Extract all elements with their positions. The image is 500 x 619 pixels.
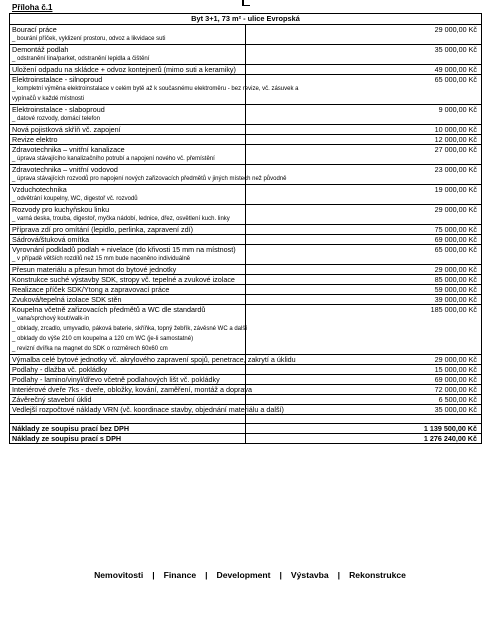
item-label: Zdravotechnika – vnitřní kanalizace (12, 145, 125, 154)
amount-cell: 29 000,00 Kč (246, 25, 482, 45)
footer-item: Rekonstrukce (349, 570, 406, 580)
footer-item: Development (216, 570, 271, 580)
item-cell (10, 375, 246, 385)
amount-cell: 65 000,00 Kč (246, 75, 482, 105)
item-cell (10, 105, 246, 125)
amount-cell: 65 000,00 Kč (246, 245, 482, 265)
amount-cell: 23 000,00 Kč (246, 165, 482, 185)
amount-cell: 10 000,00 Kč (246, 125, 482, 135)
amount-cell: 12 000,00 Kč (246, 135, 482, 145)
item-label: Přesun materiálu a přesun hmot do bytové jednotky (12, 265, 177, 274)
table-row (10, 225, 482, 235)
footer-nav (0, 570, 500, 580)
amount-cell: 6 500,00 Kč (246, 395, 482, 405)
item-label: Vzduchotechnika (12, 185, 67, 194)
table-title: Byt 3+1, 73 m² - ulice Evropská (10, 14, 482, 25)
item-detail: _ bourání příček, vyklizení prostoru, odvoz a likvidace suti (12, 36, 166, 42)
table-row (10, 405, 482, 415)
item-cell (10, 305, 246, 355)
item-cell (10, 265, 246, 275)
item-label: Příprava zdí pro omítání (lepidlo, perlinka, zapravení zdí) (12, 225, 193, 234)
total-amount: 1 139 500,00 Kč (246, 424, 482, 434)
amount-cell: 59 000,00 Kč (246, 285, 482, 295)
item-detail: _ úprava stávajícího kanalizačního potrubí a napojení nového vč. přemístění (12, 156, 215, 162)
footer-item: Nemovitosti (94, 570, 144, 580)
table-row (10, 65, 482, 75)
amount-cell: 29 000,00 Kč (246, 205, 482, 225)
item-detail: _ varná deska, trouba, digestoř, myčka nádobí, lednice, dřez, osvětlení kuch. linky (12, 216, 230, 222)
table-row (10, 25, 482, 45)
item-label: Podlahy - dlažba vč. pokládky (12, 365, 108, 374)
item-detail: _ datové rozvody, domácí telefon (12, 116, 100, 122)
table-row (10, 395, 482, 405)
amount-cell: 29 000,00 Kč (246, 355, 482, 365)
item-cell (10, 165, 287, 185)
table-row (10, 235, 482, 245)
amount-cell: 185 000,00 Kč (246, 305, 482, 355)
footer-item: Finance (163, 570, 197, 580)
item-cell (10, 185, 246, 205)
footer-separator: | (205, 570, 208, 580)
table-row (10, 145, 482, 165)
amount-cell: 15 000,00 Kč (246, 365, 482, 375)
table-row (10, 245, 482, 265)
amount-cell: 9 000,00 Kč (246, 105, 482, 125)
item-label: Interiérové dveře 7ks - dveře, obložky, kování, zaměření, montáž a doprava (12, 385, 252, 394)
amount-cell: 35 000,00 Kč (246, 45, 482, 65)
table-row (10, 75, 482, 105)
table-row (10, 165, 482, 185)
amount-cell: 49 000,00 Kč (246, 65, 482, 75)
item-detail: _ vana/sprchový kout/walk-in (12, 316, 90, 322)
item-label: Koupelna včetně zařizovacích předmětů a WC dle standardů (12, 305, 206, 314)
item-cell (10, 75, 299, 105)
table-row (10, 375, 482, 385)
item-label: Uložení odpadu na skládce + odvoz kontejnerů (mimo suti a keramiky) (12, 65, 236, 74)
table-row (10, 385, 482, 395)
item-cell (10, 275, 246, 285)
item-label: Elektroinstalace - slaboproud (12, 105, 105, 114)
item-cell (10, 405, 284, 415)
table-row (10, 365, 482, 375)
logo-mark (242, 0, 250, 6)
table-row (10, 105, 482, 125)
total-amount: 1 276 240,00 Kč (246, 434, 482, 444)
item-cell (10, 295, 246, 305)
table-row (10, 185, 482, 205)
item-detail: _ odvětrání koupelny, WC, digestoř vč. rozvodů (12, 196, 138, 202)
item-detail: _ odstranění lina/parket, odstranění lepidla a čištění (12, 56, 150, 62)
item-detail: _ kompletní výměna elektroinstalace v celém bytě až k současnému elektroměru - bez revize, vč. zásuvek a (12, 86, 299, 92)
total-label: Náklady ze soupisu prací bez DPH (10, 424, 246, 434)
item-label: Nová pojistková skříň vč. zapojení (12, 125, 121, 134)
spacer-row (10, 415, 482, 424)
item-cell (10, 365, 246, 375)
amount-cell: 85 000,00 Kč (246, 275, 482, 285)
spacer-cell (246, 415, 482, 424)
spacer-cell (10, 415, 246, 424)
item-cell (10, 395, 246, 405)
item-label: Výmalba celé bytové jednotky vč. akrylového zapravení spojů, penetrace, zakrytí a úklidu (12, 355, 296, 364)
footer-separator: | (152, 570, 155, 580)
item-cell (10, 125, 246, 135)
item-label: Závěrečný stavební úklid (12, 395, 92, 404)
item-label: Demontáž podlah (12, 45, 69, 54)
amount-cell: 27 000,00 Kč (246, 145, 482, 165)
item-cell (10, 385, 252, 395)
table-row (10, 135, 482, 145)
item-detail: _ obklady, zrcadlo, umyvadlo, páková baterie, skříňka, topný žebřík, závěsné WC a další (12, 326, 248, 332)
amount-cell: 75 000,00 Kč (246, 225, 482, 235)
table-row (10, 285, 482, 295)
item-cell (10, 45, 246, 65)
cost-table (9, 13, 482, 444)
item-label: Revize elektro (12, 135, 58, 144)
item-cell (10, 25, 246, 45)
item-cell (10, 65, 246, 75)
amount-cell: 69 000,00 Kč (246, 235, 482, 245)
amount-cell: 72 000,00 Kč (246, 385, 482, 395)
item-detail: _ obklady do výše 210 cm koupelna a 120 cm WC (je-li samostatné) (12, 336, 194, 342)
total-label: Náklady ze soupisu prací s DPH (10, 434, 246, 444)
item-cell (10, 225, 246, 235)
footer-separator: | (279, 570, 282, 580)
item-cell (10, 285, 246, 295)
table-title-row (10, 14, 482, 25)
item-detail: _ revizní dvířka na magnet do SDK o rozměrech 60x60 cm (12, 346, 168, 352)
item-label: Rozvody pro kuchyňskou linku (12, 205, 110, 214)
item-label: Podlahy - lamino/vinyl/dřevo včetně podlahových lišt vč. pokládky (12, 375, 220, 384)
amount-cell: 39 000,00 Kč (246, 295, 482, 305)
item-cell (10, 135, 246, 145)
total-row (10, 424, 482, 434)
attachment-label: Příloha č.1 (12, 3, 53, 12)
amount-cell: 35 000,00 Kč (246, 405, 482, 415)
table-row (10, 275, 482, 285)
total-row (10, 434, 482, 444)
item-label: Elektroinstalace - silnoproud (12, 75, 103, 84)
item-cell (10, 355, 296, 365)
item-label: Vyrovnání podkladů podlah + nivelace (do křivosti 15 mm na místnost) (12, 245, 236, 254)
item-detail: _ úprava stávajících rozvodů pro napojení nových zařizovacích předmětů v jiných místech než původně (12, 176, 287, 182)
table-row (10, 265, 482, 275)
amount-cell: 29 000,00 Kč (246, 265, 482, 275)
item-label: Realizace příček SDK/Ytong a zapravovací práce (12, 285, 170, 294)
item-label: Bourací práce (12, 25, 57, 34)
footer-separator: | (337, 570, 341, 580)
table-row (10, 205, 482, 225)
amount-cell: 69 000,00 Kč (246, 375, 482, 385)
footer-item: Výstavba (290, 570, 329, 580)
table-row (10, 355, 482, 365)
item-label: Konstrukce suché výstavby SDK, stropy vč. tepelné a zvukové izolace (12, 275, 235, 284)
item-detail: vypínačů v každé místnosti (12, 96, 85, 102)
item-label: Zdravotechnika – vnitřní vodovod (12, 165, 118, 174)
item-cell (10, 235, 246, 245)
table-row (10, 295, 482, 305)
amount-cell: 19 000,00 Kč (246, 185, 482, 205)
item-label: Sádrová/štuková omítka (12, 235, 90, 244)
item-cell (10, 205, 246, 225)
table-row (10, 45, 482, 65)
table-row (10, 305, 482, 355)
item-detail: _ v případě větších rozdílů než 15 mm bude naceněno individuálně (12, 256, 191, 262)
item-label: Zvuková/tepelná izolace SDK stěn (12, 295, 122, 304)
item-cell (10, 145, 246, 165)
table-row (10, 125, 482, 135)
item-label: Vedlejší rozpočtové náklady VRN (vč. koordinace stavby, objednání materiálu a další) (12, 405, 284, 414)
item-cell (10, 245, 246, 265)
